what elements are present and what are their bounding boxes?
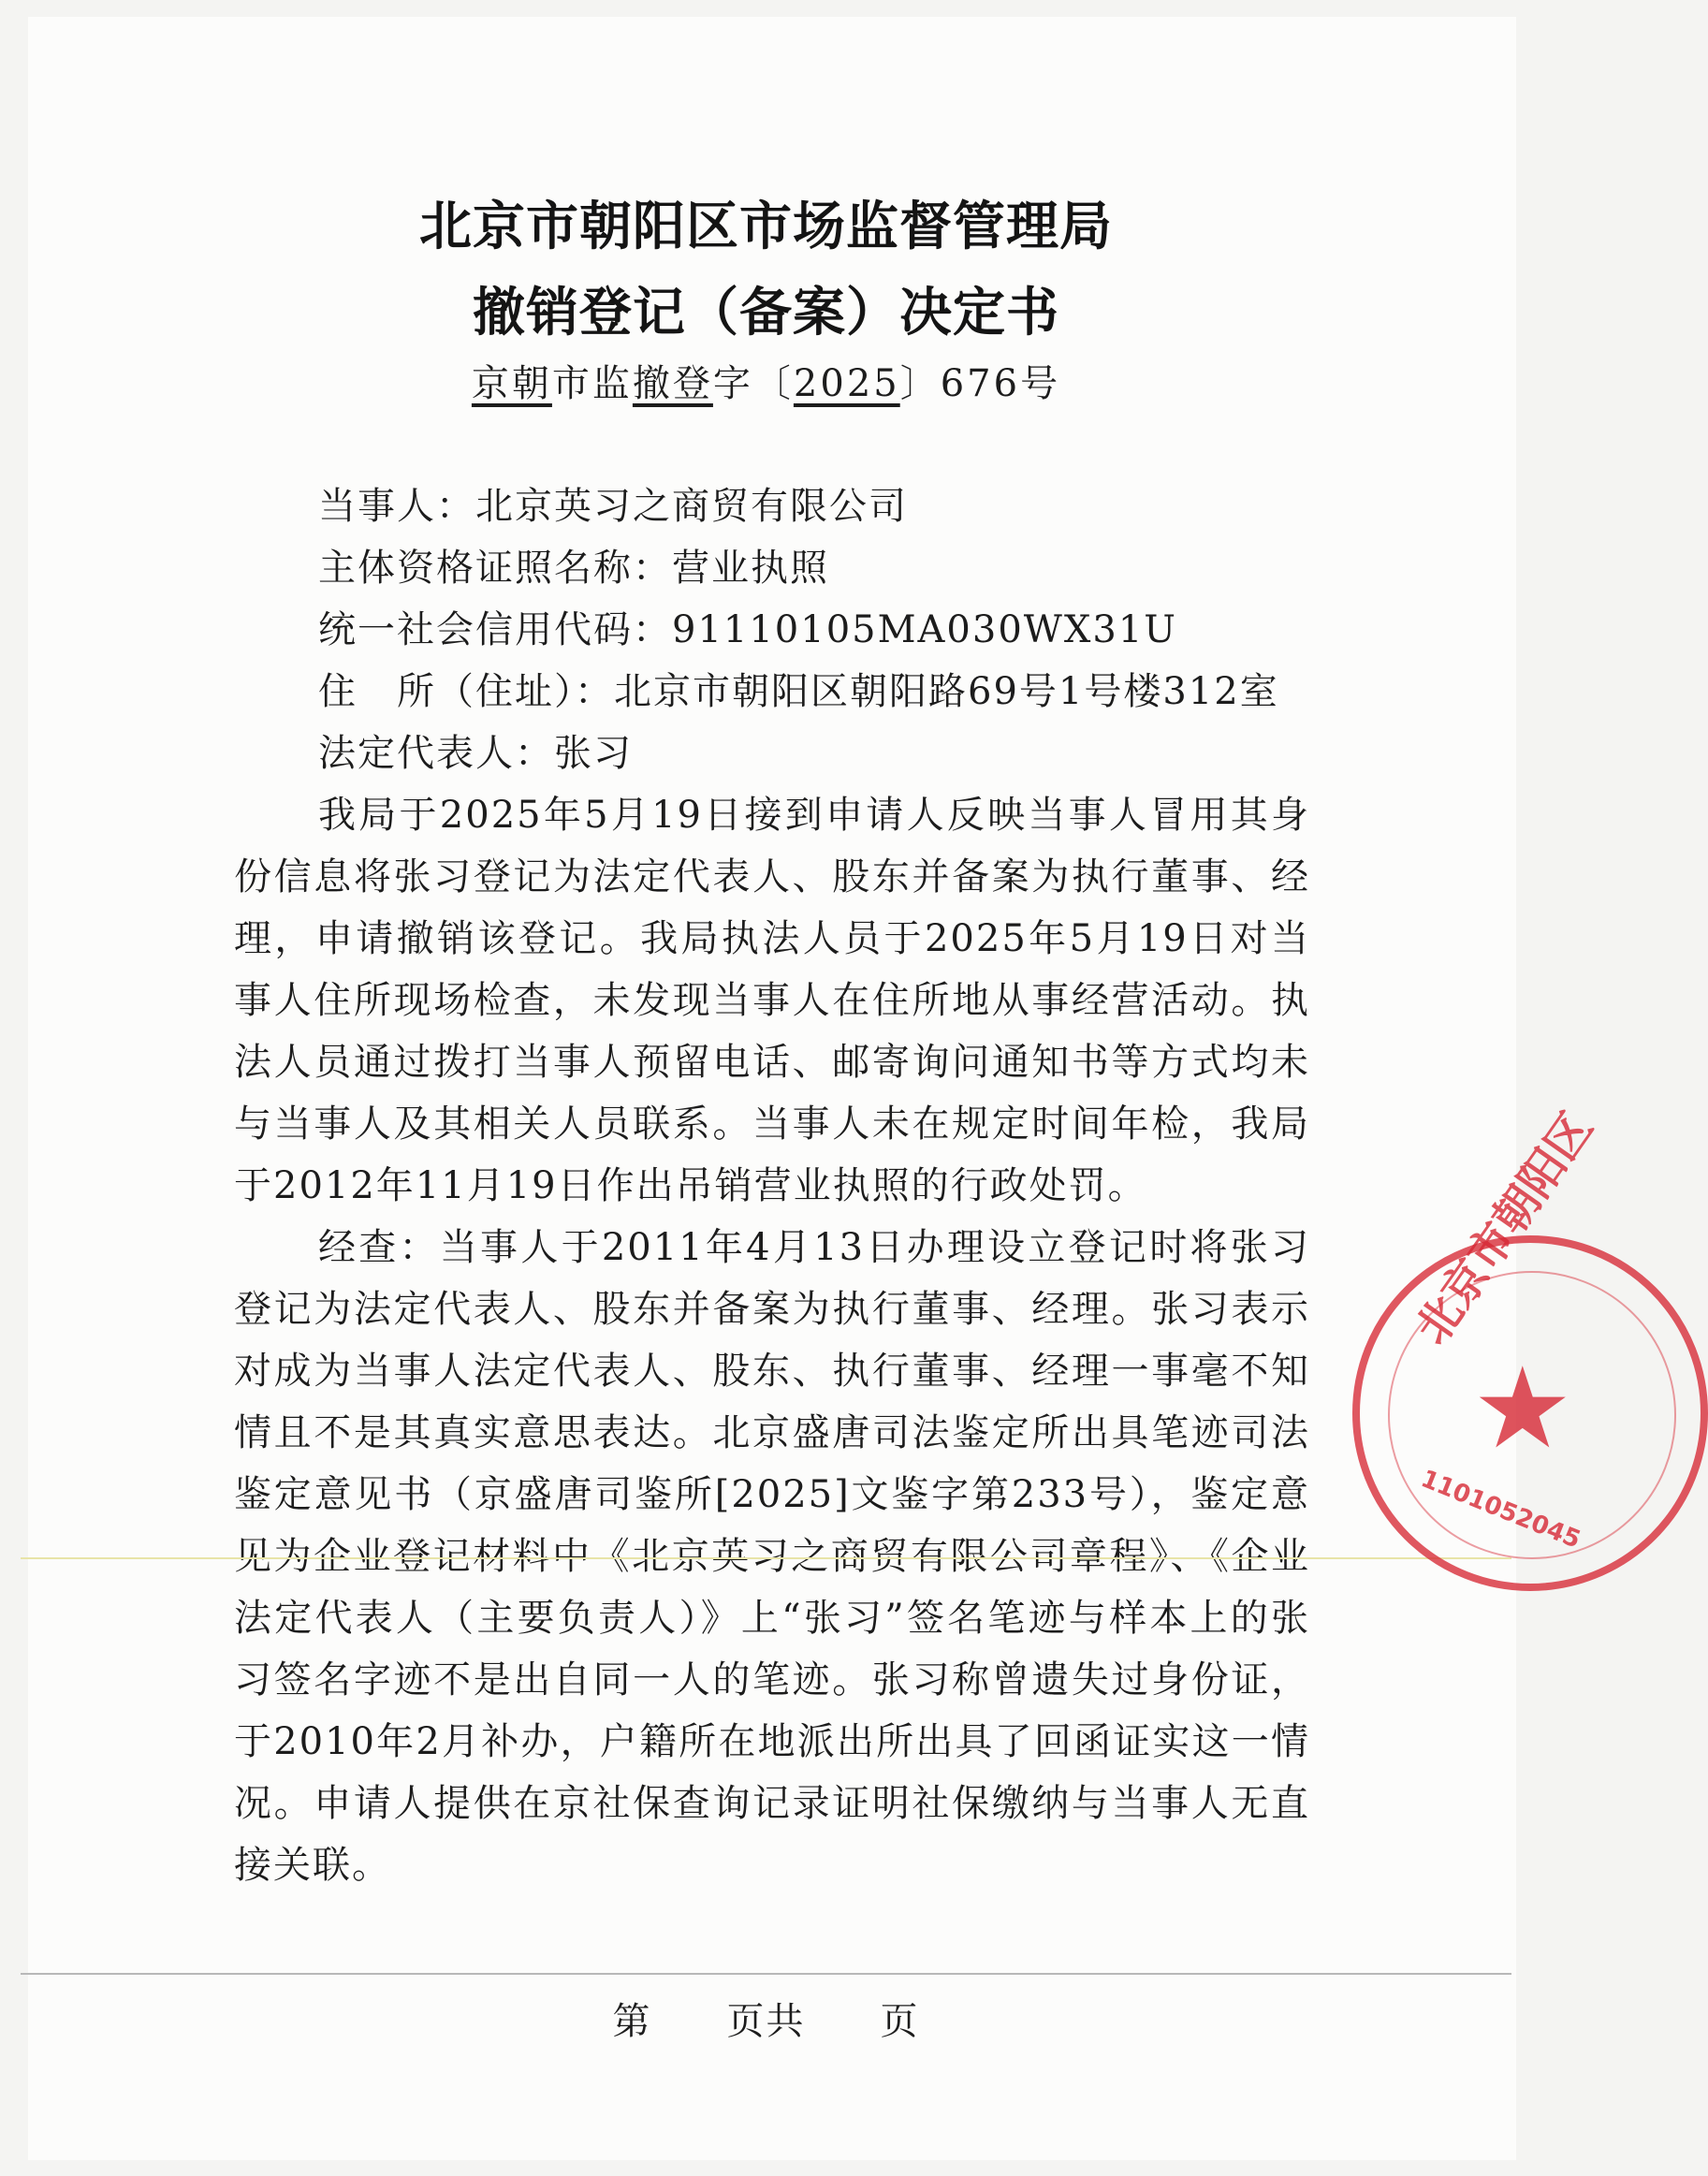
docno-type: 撤登 xyxy=(632,362,713,405)
legal-representative: 法定代表人：张习 xyxy=(318,732,633,775)
document-number xyxy=(0,354,1532,407)
credit-code: 统一社会信用代码：91110105MA030WX31U xyxy=(318,608,1177,651)
agency-title: 北京市朝阳区市场监督管理局 xyxy=(419,197,1113,257)
footer-page-prefix: 第 xyxy=(612,2000,652,2043)
paragraph-investigation: 经查：当事人于2011年4月13日办理设立登记时将张习登记为法定代表人、股东并备案为执行董事、经理。张习表示对成为当事人法定代表人、股东、执行董事、经理一事毫不知情且不是其真实意思表达。北京盛唐司法鉴定所出具笔迹司法鉴定意见书（京盛唐司鉴所[2025]文鉴字第233号），鉴定意见为企业登记材料中《北京英习之商贸有限公司章程》、《企业法定代表人（主要负责人）》上“张习”签名笔迹与样本上的张习签名字迹不是出自同一人的笔迹。张习称曾遗失过身份证，于2010年2月补办，户籍所在地派出所出具了回函证实这一情况。申请人提供在京社保查询记录证明社保缴纳与当事人无直接关联。 xyxy=(234,1226,1310,1887)
scan-line xyxy=(21,1557,1511,1559)
footer-divider xyxy=(21,1973,1511,1975)
document-title: 撤销登记（备案）决定书 xyxy=(473,283,1059,343)
docno-close: 〕676号 xyxy=(899,362,1061,405)
docno-char: 字〔 xyxy=(712,362,794,405)
docno-region: 京朝 xyxy=(471,362,552,405)
license-name: 主体资格证照名称：营业执照 xyxy=(318,547,829,590)
seal-number: 1101052045 xyxy=(1416,1465,1584,1555)
seal-top-text: 北京市朝阳区 xyxy=(1406,1103,1604,1354)
page-footer xyxy=(0,1992,1532,2045)
docno-dept: 市监 xyxy=(551,362,633,405)
footer-page-mid: 页共 xyxy=(726,2000,806,2043)
official-seal xyxy=(1352,1103,1708,1591)
footer-page-suffix: 页 xyxy=(880,2000,920,2043)
paragraph-complaint: 我局于2025年5月19日接到申请人反映当事人冒用其身份信息将张习登记为法定代表人、股东并备案为执行董事、经理，申请撤销该登记。我局执法人员于2025年5月19日对当事人住所现场检查，未发现当事人在住所地从事经营活动。执法人员通过拨打当事人预留电话、邮寄询问通知书等方式均未与当事人及其相关人员联系。当事人未在规定时间年检，我局于2012年11月19日作出吊销营业执照的行政处罚。 xyxy=(234,794,1310,1207)
docno-year: 2025 xyxy=(793,362,900,405)
document-body xyxy=(234,475,1310,1896)
seal-star-icon: ★ xyxy=(1472,1344,1573,1474)
party-name: 当事人：北京英习之商贸有限公司 xyxy=(318,485,908,528)
address: 住 所（住址）：北京市朝阳区朝阳路69号1号楼312室 xyxy=(318,670,1279,713)
